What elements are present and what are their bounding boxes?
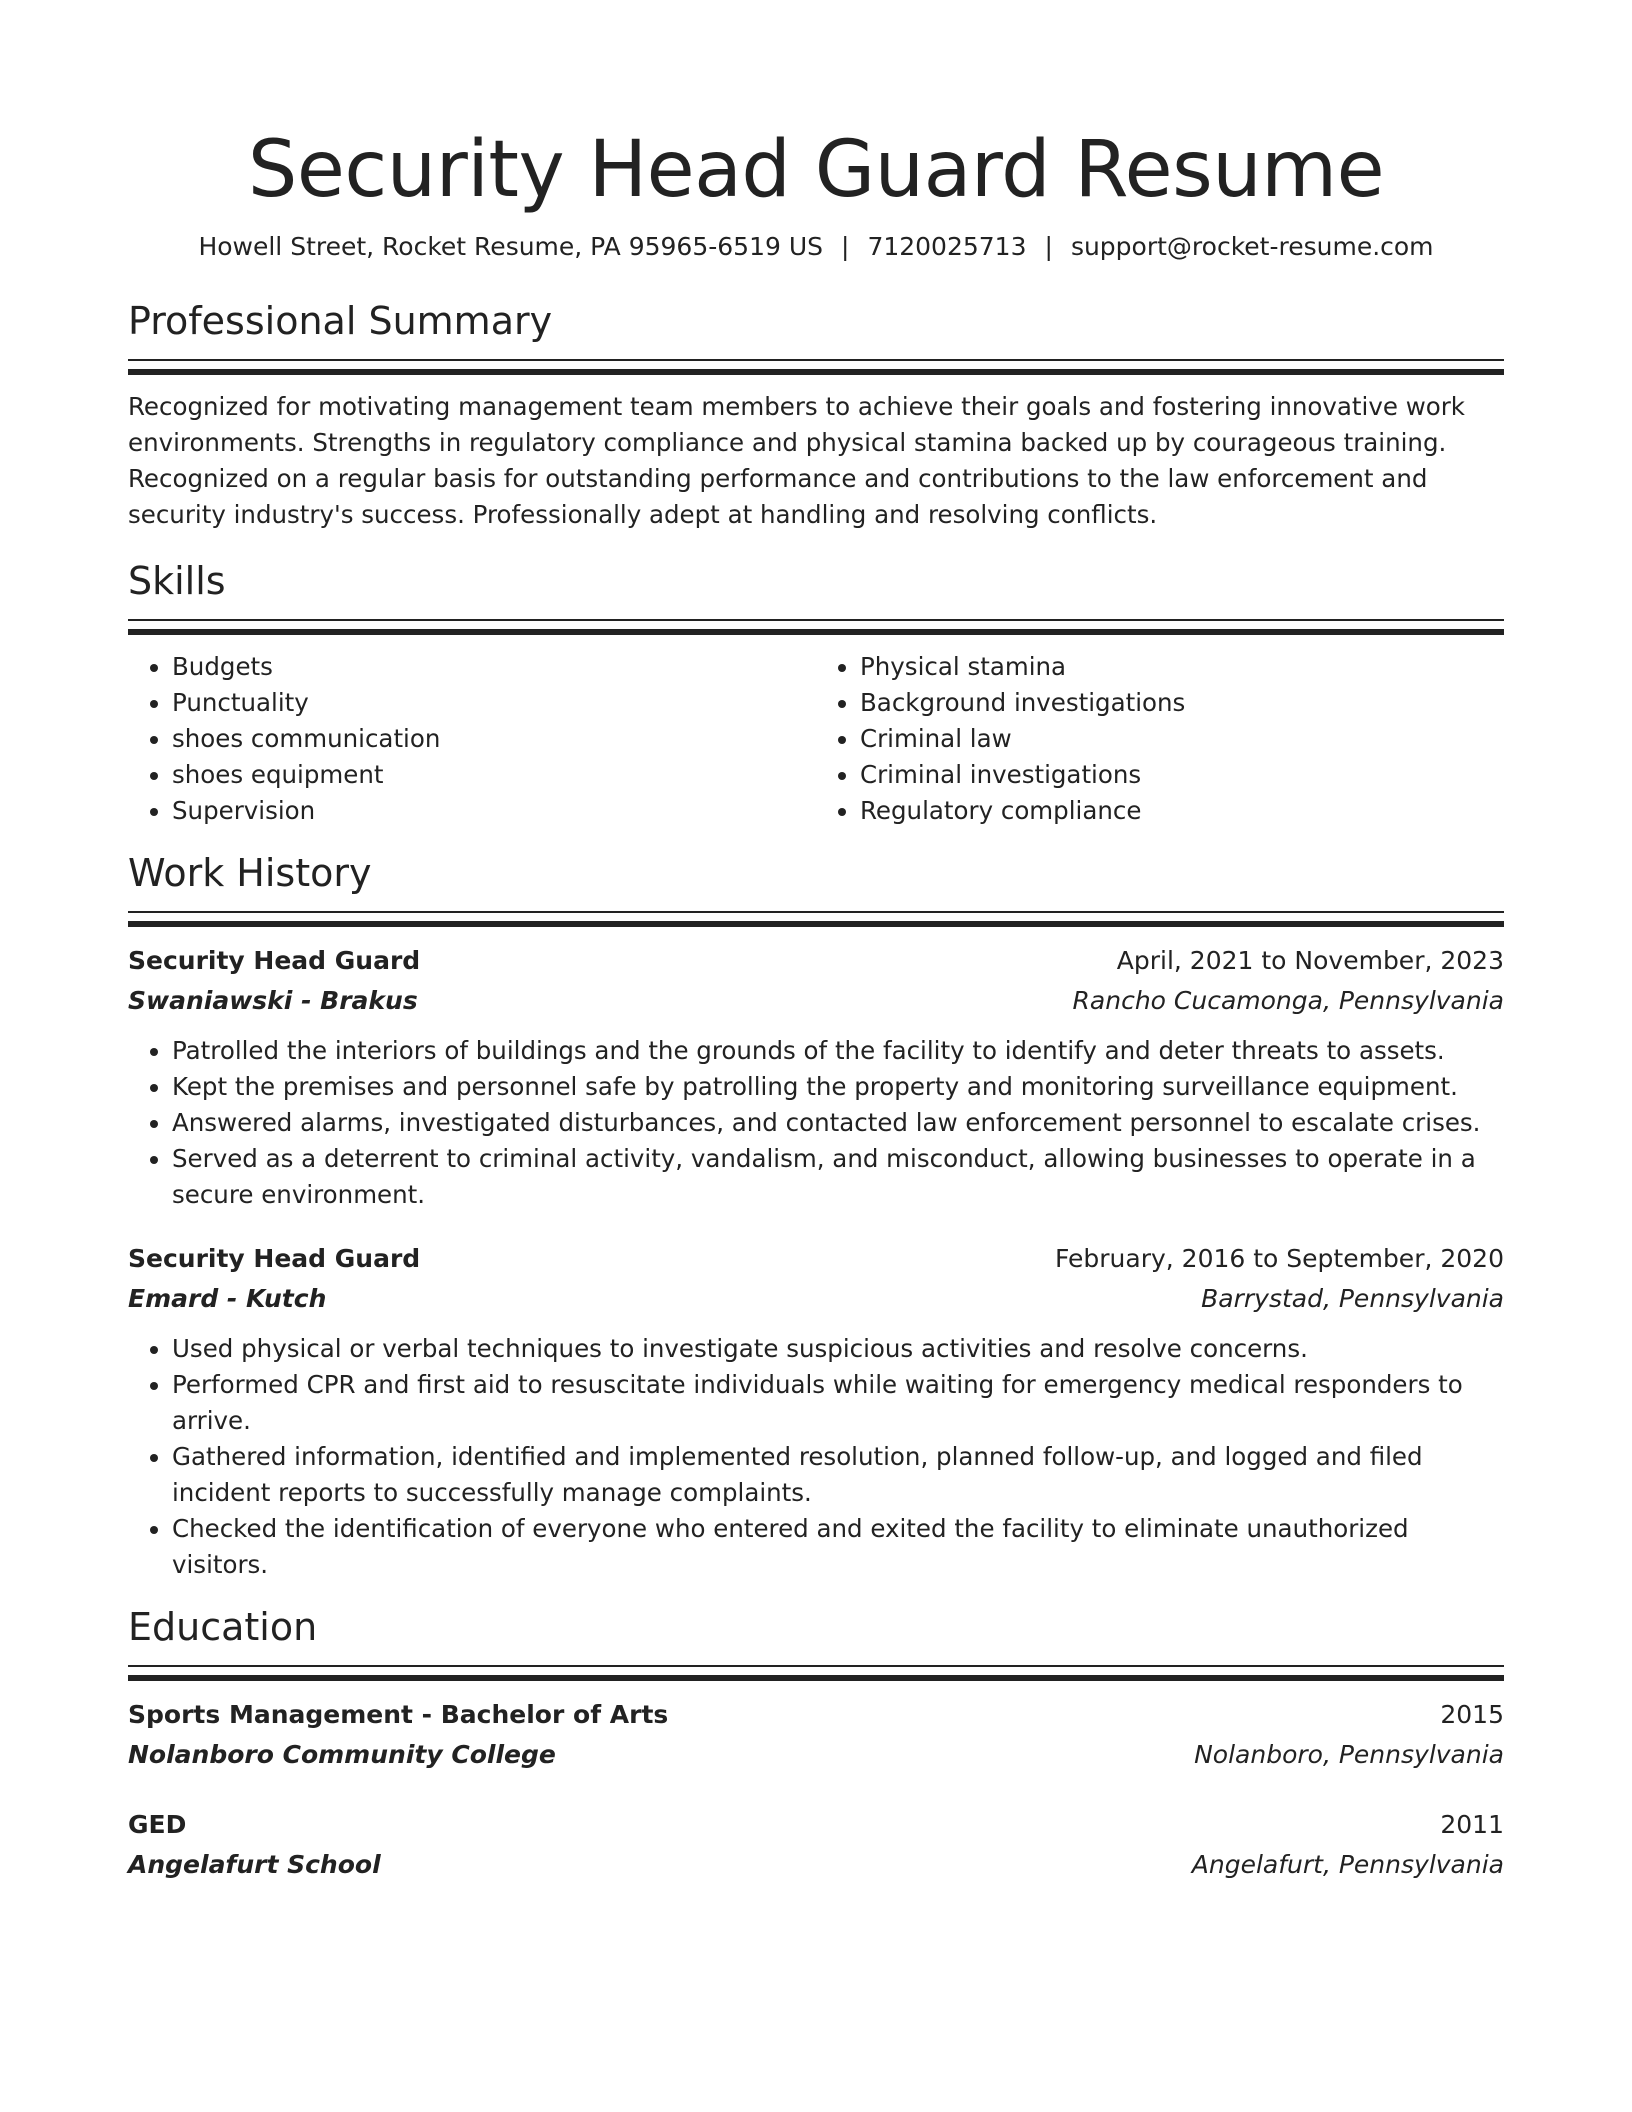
education-subheader xyxy=(128,1735,1504,1775)
work-history-heading: Work History xyxy=(128,851,372,895)
contact-separator: | xyxy=(1044,232,1053,261)
job-bullets xyxy=(128,1331,1504,1583)
job-bullet: • Patrolled the interiors of buildings and the grounds of the facility to identify and deter threats to assets. xyxy=(172,1033,1504,1069)
skills-section xyxy=(128,557,1504,829)
job-subheader xyxy=(128,981,1504,1021)
job-subheader xyxy=(128,1279,1504,1319)
education-entry xyxy=(128,1695,1504,1775)
education-location: Nolanboro, Pennsylvania xyxy=(1194,1740,1504,1769)
job-bullet: • Gathered information, identified and implemented resolution, planned follow-up, and logged and filed incident reports to successfully manage complaints. xyxy=(172,1439,1504,1511)
skill-item: • Physical stamina xyxy=(860,649,1504,685)
job-dates: February, 2016 to September, 2020 xyxy=(1055,1244,1504,1273)
skills-column-left xyxy=(128,649,816,829)
job-company: Swaniawski - Brakus xyxy=(128,986,418,1015)
job-bullet: • Used physical or verbal techniques to investigate suspicious activities and resolve concerns. xyxy=(172,1331,1504,1367)
education-location: Angelafurt, Pennsylvania xyxy=(1191,1850,1504,1879)
skill-item: • shoes communication xyxy=(172,721,816,757)
skills-column-right xyxy=(816,649,1504,829)
summary-heading: Professional Summary xyxy=(128,299,553,343)
education-school: Nolanboro Community College xyxy=(128,1740,556,1769)
skill-item: • Budgets xyxy=(172,649,816,685)
job-entry xyxy=(128,941,1504,1213)
resume-title: Security Head Guard Resume xyxy=(247,125,1385,215)
education-year: 2015 xyxy=(1440,1700,1504,1729)
education-degree: Sports Management - Bachelor of Arts xyxy=(128,1700,669,1729)
job-location: Barrystad, Pennsylvania xyxy=(1201,1284,1504,1313)
section-divider xyxy=(128,619,1504,635)
skill-item: • Criminal investigations xyxy=(860,757,1504,793)
education-header xyxy=(128,1695,1504,1735)
job-bullet: • Checked the identification of everyone who entered and exited the facility to eliminate unauthorized visitors. xyxy=(172,1511,1504,1583)
job-title: Security Head Guard xyxy=(128,1244,421,1273)
skill-item: • Criminal law xyxy=(860,721,1504,757)
skill-item: • shoes equipment xyxy=(172,757,816,793)
skill-item: • Regulatory compliance xyxy=(860,793,1504,829)
job-bullet: • Answered alarms, investigated disturbances, and contacted law enforcement personnel to escalate crises. xyxy=(172,1105,1504,1141)
skill-item: • Punctuality xyxy=(172,685,816,721)
job-bullets xyxy=(128,1033,1504,1213)
summary-section xyxy=(128,297,1504,533)
education-school: Angelafurt School xyxy=(128,1850,381,1879)
job-bullet: • Kept the premises and personnel safe by patrolling the property and monitoring surveillance equipment. xyxy=(172,1069,1504,1105)
education-header xyxy=(128,1805,1504,1845)
job-entry xyxy=(128,1239,1504,1583)
education-subheader xyxy=(128,1845,1504,1885)
contact-phone: 7120025713 xyxy=(867,232,1027,261)
section-divider xyxy=(128,911,1504,927)
education-year: 2011 xyxy=(1440,1810,1504,1839)
education-entry xyxy=(128,1805,1504,1885)
contact-address: Howell Street, Rocket Resume, PA 95965-6519 US xyxy=(198,232,823,261)
skill-item: • Background investigations xyxy=(860,685,1504,721)
contact-separator: | xyxy=(841,232,850,261)
job-header xyxy=(128,1239,1504,1279)
job-location: Rancho Cucamonga, Pennsylvania xyxy=(1072,986,1504,1015)
education-heading: Education xyxy=(128,1605,318,1649)
skills-heading: Skills xyxy=(128,559,226,603)
job-header xyxy=(128,941,1504,981)
job-title: Security Head Guard xyxy=(128,946,421,975)
job-company: Emard - Kutch xyxy=(128,1284,327,1313)
summary-text: Recognized for motivating management team members to achieve their goals and fostering innovative work environments. Strengths in regulatory compliance and physical stamina backed up by courageous training. Recognized on a regular basis for outstanding performance and contributions to the law enforcement and security industry's success. Professionally adept at handling and resolving conflicts. xyxy=(128,392,1465,529)
resume-page xyxy=(128,0,1504,1885)
section-divider xyxy=(128,359,1504,375)
work-history-section xyxy=(128,849,1504,1583)
contact-line xyxy=(128,230,1504,264)
job-bullet: • Performed CPR and first aid to resuscitate individuals while waiting for emergency medical responders to arrive. xyxy=(172,1367,1504,1439)
education-degree: GED xyxy=(128,1810,187,1839)
job-dates: April, 2021 to November, 2023 xyxy=(1116,946,1504,975)
skills-grid xyxy=(128,649,1504,829)
section-divider xyxy=(128,1665,1504,1681)
contact-email[interactable]: support@rocket-resume.com xyxy=(1070,232,1434,261)
job-bullet: • Served as a deterrent to criminal activity, vandalism, and misconduct, allowing businesses to operate in a secure environment. xyxy=(172,1141,1504,1213)
skill-item: • Supervision xyxy=(172,793,816,829)
education-section xyxy=(128,1603,1504,1885)
